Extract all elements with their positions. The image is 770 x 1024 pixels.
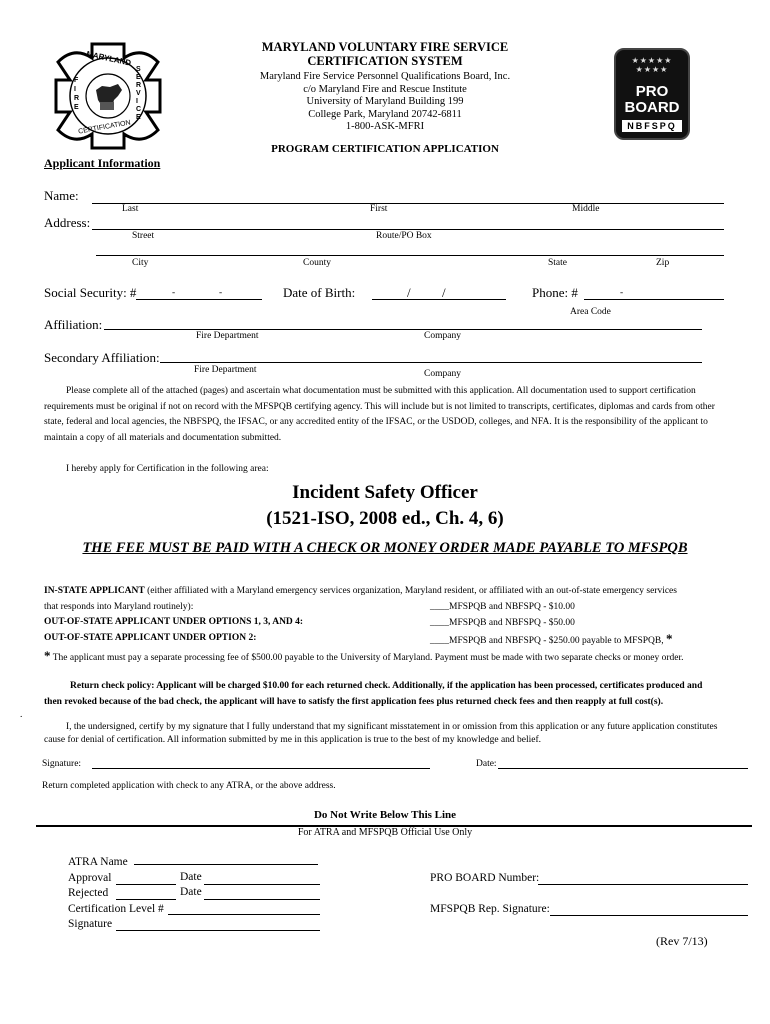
nbfspq-text: NBFSPQ [622, 120, 682, 132]
ssn-dash-1: - [172, 288, 176, 298]
apply-text: I hereby apply for Certification in the following area: [66, 464, 269, 474]
state-caption: State [548, 258, 567, 268]
official-signature-label: Signature [68, 918, 113, 930]
instructions [44, 384, 744, 446]
instructions-line-2: requirements must be original if not on record with the MFSPQB certifying agency. This will include but is not limited to transcripts, certificates, diplomas and cards from other [44, 401, 715, 412]
return-policy-line-2: then revoked because of the bad check, the applicant will have to satisfy the first application fees plus returned check fees and then reapply at full cost(s). [44, 696, 664, 707]
logo-letter-i: I [74, 86, 76, 93]
county-caption: County [303, 258, 331, 268]
processing-fee-note: The applicant must pay a separate processing fee of $500.00 payable to the University of Maryland. Payment must be made with two separate checks or money order. [50, 653, 684, 663]
rep-signature-input[interactable] [550, 915, 748, 916]
header-title-1: MARYLAND VOLUNTARY FIRE SERVICE [261, 40, 509, 54]
instructions-line-1: Please complete all of the attached (pages) and ascertain what documentation must be submitted with this application. All documentation used to support certification [66, 386, 696, 396]
asterisk-icon-2: * [44, 648, 51, 663]
stars-icon: ★★★★★ ★★★★ [631, 56, 673, 74]
cert-level-input[interactable] [168, 914, 320, 915]
fire-dept-caption-2: Fire Department [194, 365, 257, 375]
oos-option2-label: OUT-OF-STATE APPLICANT UNDER OPTION 2: [44, 632, 257, 643]
pro-text: PRO [635, 83, 669, 100]
board-text: BOARD [624, 99, 680, 116]
official-signature-input[interactable] [116, 930, 320, 931]
pro-board-number-label: PRO BOARD Number: [430, 872, 540, 884]
header-phone: 1-800-ASK-MFRI [345, 121, 425, 132]
ssn-dash-2: - [219, 288, 223, 298]
atra-name-label: ATRA Name [68, 856, 128, 868]
middle-caption: Middle [572, 204, 600, 214]
rejected-date-input[interactable] [204, 899, 320, 900]
cert-subtitle: (1521-ISO, 2008 ed., Ch. 4, 6) [266, 508, 504, 529]
oos-options-fee[interactable]: ____MFSPQB and NBFSPQ - $50.00 [430, 617, 575, 628]
certify-line-1: I, the undersigned, certify by my signature that I fully understand that my significant misstatement in or omission from this application or any future application constitutes [66, 722, 718, 732]
fire-dept-caption: Fire Department [196, 331, 259, 341]
approval-label: Approval [68, 871, 112, 884]
asterisk-icon: * [665, 631, 673, 646]
logo-letter-r: R [74, 95, 80, 102]
first-caption: First [370, 204, 388, 214]
name-label: Name: [44, 188, 79, 203]
logo-letter-v: V [136, 90, 141, 97]
logo-letter-e2: E [136, 74, 141, 81]
street-caption: Street [132, 231, 155, 241]
cert-title: Incident Safety Officer [292, 482, 478, 503]
instate-line-2: that responds into Maryland routinely): [44, 601, 194, 612]
affiliation-input[interactable] [104, 329, 702, 330]
dob-input[interactable] [372, 299, 506, 300]
signature-input[interactable] [92, 768, 430, 769]
rejected-date-label: Date [180, 886, 202, 898]
address-street-input[interactable] [92, 229, 724, 230]
date-input[interactable] [498, 768, 748, 769]
company-caption: Company [424, 331, 461, 341]
pro-board-number-input[interactable] [538, 884, 748, 885]
rep-signature-label: MFSPQB Rep. Signature: [430, 903, 550, 915]
header-city: College Park, Maryland 20742-6811 [308, 108, 462, 120]
instate-desc: (either affiliated with a Maryland emergency services organization, Maryland resident, or affiliated with an out-of-state emergency services [144, 586, 677, 596]
logo-letter-r2: R [136, 82, 142, 89]
approval-date-label: Date [180, 871, 202, 883]
phone-dash: - [620, 288, 624, 298]
certify-line-2: cause for denial of certification. All information submitted by me in this application is true to the best of my knowledge and belief. [44, 735, 542, 745]
instate-label: IN-STATE APPLICANT [44, 586, 145, 596]
phone-input[interactable] [584, 299, 724, 300]
cert-level-label: Certification Level # [68, 902, 164, 915]
logo-top-text: MARYLAND [85, 49, 132, 68]
logo-letter-e3: E [136, 114, 141, 121]
dob-slash-1: / [407, 285, 411, 300]
header-org: Maryland Fire Service Personnel Qualifications Board, Inc. [259, 71, 511, 82]
logo-letter-i2: I [136, 98, 138, 105]
logo-letter-s: S [136, 66, 141, 73]
revision-label: (Rev 7/13) [656, 934, 708, 948]
official-subtitle: For ATRA and MFSPQB Official Use Only [297, 827, 473, 838]
approval-input[interactable] [116, 884, 176, 885]
address-city-input[interactable] [96, 255, 724, 256]
dob-slash-2: / [442, 285, 446, 300]
route-caption: Route/PO Box [376, 231, 432, 241]
fee-notice: THE FEE MUST BE PAID WITH A CHECK OR MONEY ORDER MADE PAYABLE TO MFSPQB [82, 540, 688, 556]
ssn-input[interactable] [136, 299, 262, 300]
oos-option2-fee[interactable]: ____MFSPQB and NBFSPQ - $250.00 payable to MFSPQB, [430, 636, 664, 646]
address-label: Address: [44, 215, 91, 230]
dob-label: Date of Birth: [283, 285, 356, 300]
logo-letter-e: E [74, 104, 79, 111]
last-caption: Last [122, 204, 139, 214]
logo-bottom-text: CERTIFICATION [77, 119, 132, 136]
official-title: Do Not Write Below This Line [313, 809, 457, 821]
section-title: Applicant Information [44, 156, 161, 170]
header-building: University of Maryland Building 199 [306, 96, 464, 107]
instructions-line-3: state, federal and local agencies, the NBFSPQ, the IFSAC, or any accredited entity of the IFSAC, or the USDOD, colleges, and NFA. It is the responsibility of the applicant to [44, 417, 708, 427]
oos-options-label: OUT-OF-STATE APPLICANT UNDER OPTIONS 1, 3, AND 4: [44, 617, 304, 627]
secondary-affiliation-input[interactable] [160, 362, 702, 363]
instate-fee[interactable]: ____MFSPQB and NBFSPQ - $10.00 [430, 602, 575, 612]
phone-label: Phone: # [532, 285, 578, 300]
zip-caption: Zip [656, 258, 670, 268]
rejected-input[interactable] [116, 899, 176, 900]
signature-label: Signature: [42, 759, 82, 769]
company-caption-2: Company [424, 369, 461, 379]
header-co: c/o Maryland Fire and Rescue Institute [303, 83, 467, 95]
rejected-label: Rejected [68, 887, 109, 899]
name-input[interactable] [92, 203, 724, 204]
secondary-affiliation-label: Secondary Affiliation: [44, 350, 160, 365]
affiliation-label: Affiliation: [44, 317, 103, 332]
pro-board-logo [614, 48, 690, 140]
stray-dot: . [20, 710, 23, 720]
city-caption: City [132, 258, 149, 268]
return-text: Return completed application with check to any ATRA, or the above address. [42, 781, 336, 791]
maryland-certification-logo [52, 40, 164, 152]
instructions-line-4: maintain a copy of all materials and documentation submitted. [44, 432, 282, 443]
logo-letter-c: C [136, 106, 142, 113]
form-title: PROGRAM CERTIFICATION APPLICATION [271, 143, 499, 155]
date-label: Date: [476, 759, 497, 769]
logo-letter-f: F [74, 77, 79, 84]
atra-name-input[interactable] [134, 864, 318, 865]
header-title-2: CERTIFICATION SYSTEM [307, 54, 463, 68]
approval-date-input[interactable] [204, 884, 320, 885]
ssn-label: Social Security: # [44, 285, 137, 300]
return-policy-line-1: Return check policy: Applicant will be charged $10.00 for each returned check. Additionally, if the application has been processed, certificates produced and [70, 681, 703, 691]
area-code-caption: Area Code [570, 307, 611, 317]
